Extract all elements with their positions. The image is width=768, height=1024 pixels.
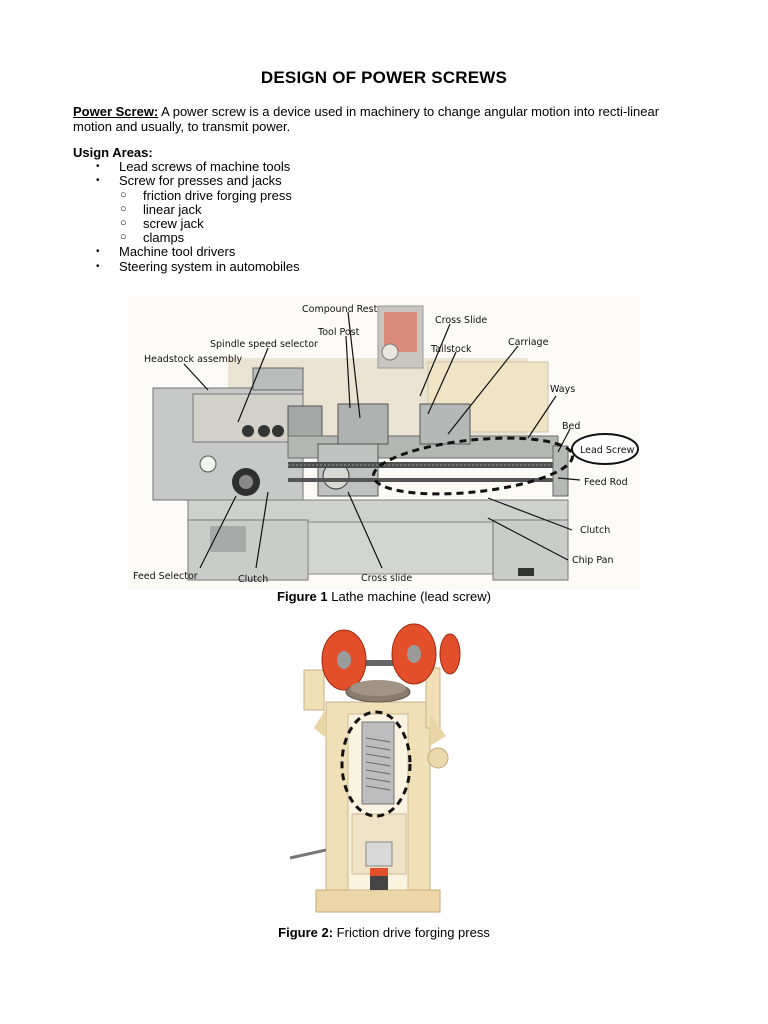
label-clutch-bottom: Clutch: [238, 574, 269, 585]
figure1-caption: Figure 1 Lathe machine (lead screw): [277, 589, 491, 604]
figure2-caption: Figure 2: Friction drive forging press: [278, 925, 490, 940]
list-item: • Lead screws of machine tools: [96, 159, 291, 175]
label-clutch-right: Clutch: [580, 525, 611, 536]
bullet-icon: •: [96, 175, 100, 187]
circle-bullet-icon: ○: [120, 202, 127, 215]
list-item: • Screw for presses and jacks ○ friction drive forging press ○ linear jack ○ screw jack ○ clamps: [73, 174, 300, 245]
label-compound-rest: Compound Rest: [302, 304, 378, 315]
circle-bullet-icon: ○: [120, 231, 127, 244]
sub-list-item: ○ clamps: [120, 230, 185, 246]
bullet-icon: •: [96, 246, 100, 258]
forging-press-figure: [286, 618, 486, 918]
sub-list-item: ○ screw jack: [120, 216, 204, 232]
page-title: DESIGN OF POWER SCREWS: [260, 68, 508, 87]
label-headstock-assembly: Headstock assembly: [144, 354, 243, 365]
label-ways: Ways: [550, 384, 576, 395]
bullet-icon: •: [96, 161, 100, 173]
label-spindle-speed-selector: Spindle speed selector: [210, 339, 318, 350]
circle-bullet-icon: ○: [120, 188, 127, 201]
label-feed-rod: Feed Rod: [584, 477, 628, 488]
label-feed-selector: Feed Selector: [133, 571, 198, 582]
intro-paragraph: [73, 104, 693, 134]
usage-areas-heading: Usign Areas:: [73, 145, 153, 160]
sub-list: [73, 189, 300, 246]
power-screw-definition: A power screw is a device used in machinery to change angular motion into recti-linear motion and usually, to transmit power.: [73, 104, 660, 134]
label-tool-post: Tool Post: [318, 327, 360, 338]
power-screw-label: Power Screw:: [73, 104, 159, 119]
label-bed: Bed: [562, 421, 581, 432]
usage-areas: [73, 146, 300, 274]
label-carriage: Carriage: [508, 337, 549, 348]
circle-bullet-icon: ○: [120, 217, 127, 230]
list-item: • Steering system in automobiles: [96, 258, 300, 274]
label-tailstock: Tailstock: [431, 344, 472, 355]
sub-list-item: ○ friction drive forging press: [120, 187, 292, 203]
usage-list: [73, 160, 300, 274]
label-lead-screw: Lead Screw: [580, 445, 635, 456]
label-chip-pan: Chip Pan: [572, 555, 614, 566]
label-cross-slide-bottom: Cross slide: [361, 573, 413, 584]
lathe-machine-figure: [128, 296, 640, 590]
bullet-icon: •: [96, 260, 100, 272]
sub-list-item: ○ linear jack: [120, 201, 202, 217]
list-item: • Machine tool drivers: [96, 244, 236, 260]
label-cross-slide-top: Cross Slide: [435, 315, 488, 326]
